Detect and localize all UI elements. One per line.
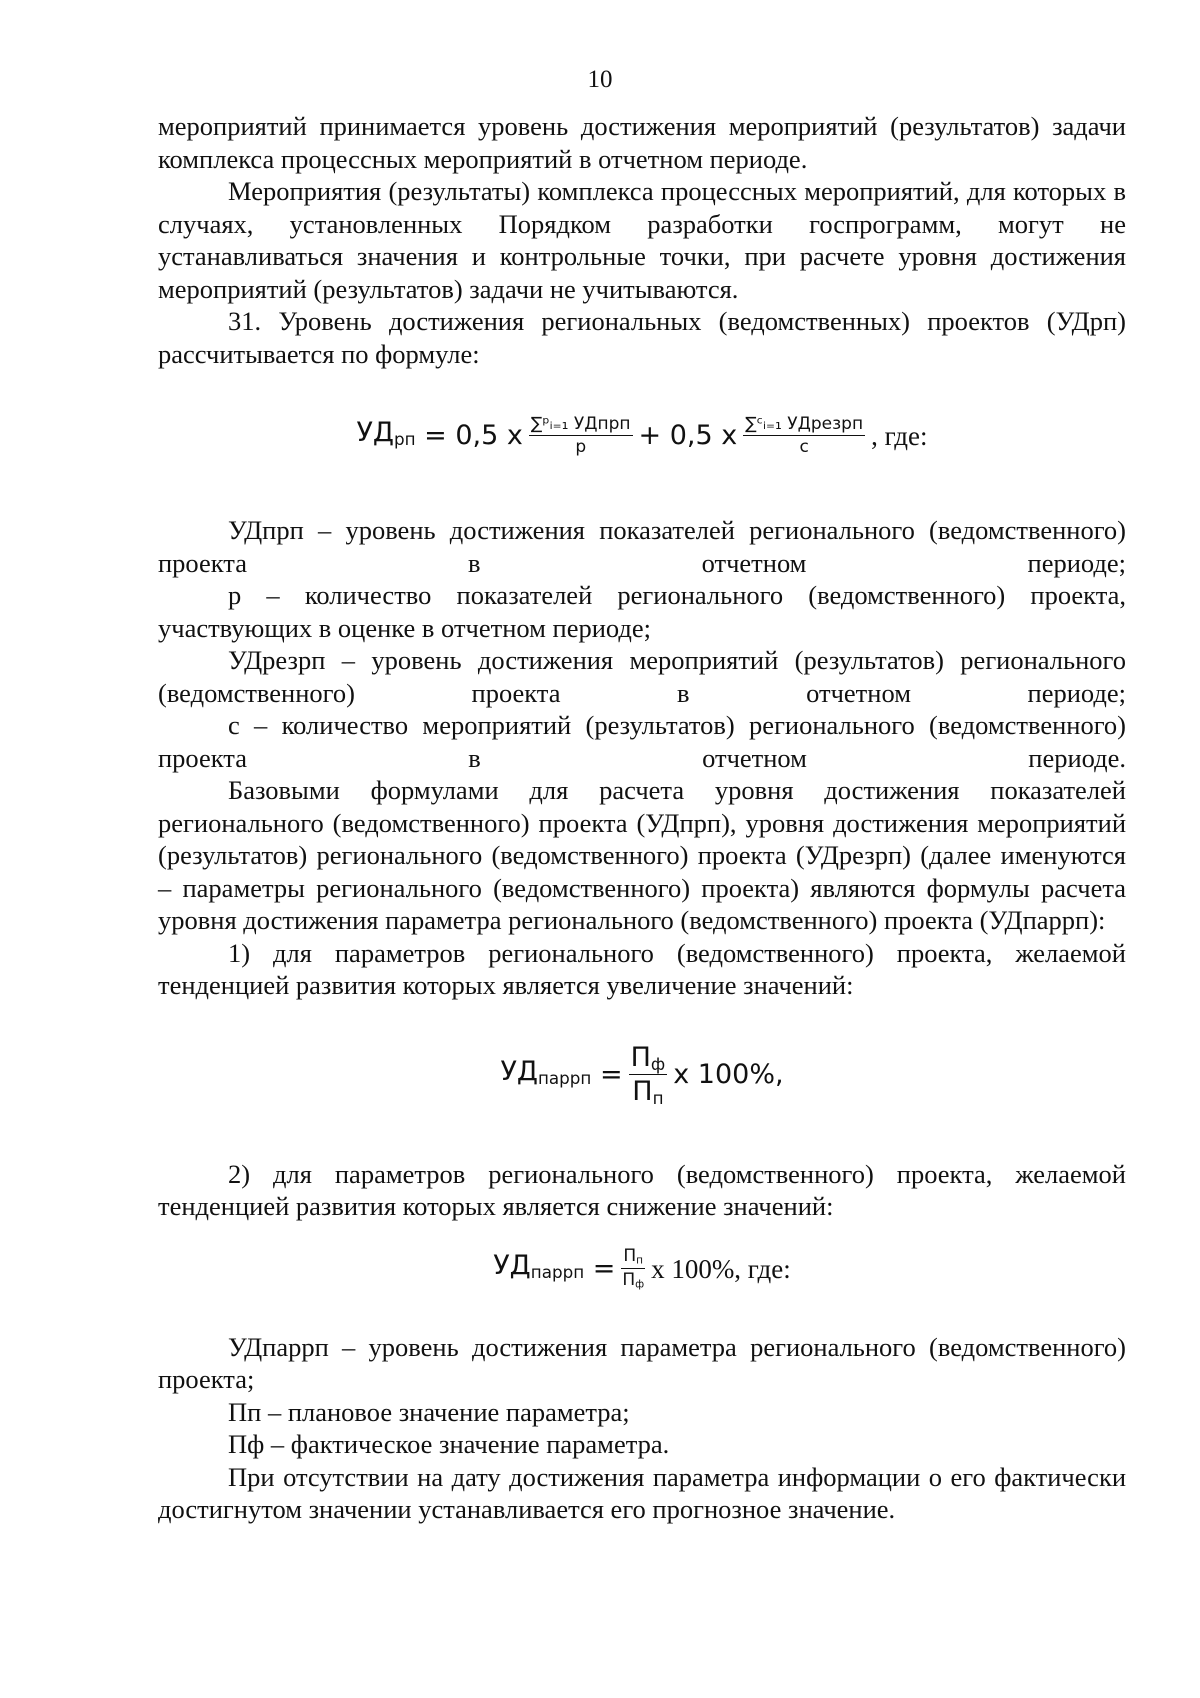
fraction-denominator: c <box>799 436 809 457</box>
document-body <box>158 110 1126 1526</box>
formula-increase <box>158 1028 1126 1124</box>
definition-pf: Пф – фактическое значение параметра. <box>228 1429 670 1459</box>
fraction-fact-over-plan <box>629 1043 668 1109</box>
formula-udrp <box>158 384 1126 488</box>
paragraph-measures: Мероприятия (результаты) комплекса процессных мероприятий, для которых в случаях, установленных Порядком разработки госпрограмм, могут не устанавливаться значения и контрольные точки, при расчете уровня достижения мероприятий (результатов) задачи не учитываются. <box>158 176 1126 304</box>
fraction-denominator: $П_п$ <box>632 1076 664 1109</box>
formula-equals: = <box>599 1059 623 1091</box>
fraction-plan-over-fact <box>621 1247 645 1292</box>
paragraph-continuation: мероприятий принимается уровень достижения мероприятий (результатов) задачи комплекса процессных мероприятий в отчетном периоде. <box>158 111 1126 174</box>
formula-tail: x 100%, <box>673 1059 784 1091</box>
formula-coef-2: + 0,5 x <box>638 419 738 451</box>
fraction-denominator: $П_ф$ <box>622 1270 645 1292</box>
definition-p: p – количество показателей регионального (ведомственного) проекта, участвующих в оценке в отчетном периоде; <box>158 580 1126 643</box>
definition-udparrp: УДпаррп – уровень достижения параметра регионального (ведомственного) проекта; <box>158 1331 1126 1394</box>
fraction-denominator: p <box>575 436 587 457</box>
fraction-results <box>743 415 865 457</box>
paragraph-case-increase: 1) для параметров регионального (ведомственного) проекта, желаемой тенденцией развития которых является увеличение значений: <box>158 937 1126 1000</box>
fraction-numerator: ∑ᶜᵢ₌₁ УДрезрп <box>745 413 864 434</box>
formula-lhs: $УД_{рп}$ <box>356 416 416 449</box>
formula-equals: = <box>592 1253 616 1285</box>
definition-pp: Пп – плановое значение параметра; <box>228 1396 630 1427</box>
formula-tail: x 100%, где: <box>651 1254 791 1285</box>
paragraph-base-formulas: Базовыми формулами для расчета уровня достижения показателей регионального (ведомственного) проекта (УДпрп), уровня достижения мероприятий (результатов) регионального (ведомственного) проекта (УДрезрп) (далее именуются – параметры регионального (ведомственного) проекта) являются формулы расчета уровня достижения параметра регионального (ведомственного) проекта (УДпаррп): <box>158 775 1126 935</box>
paragraph-31: 31. Уровень достижения региональных (ведомственных) проектов (УДрп) рассчитывается по формуле: <box>158 306 1126 369</box>
definition-udrezrp: УДрезрп – уровень достижения мероприятий (результатов) регионального (ведомственного) проекта в отчетном периоде; <box>158 645 1126 708</box>
definition-udprp: УДпрп – уровень достижения показателей регионального (ведомственного) проекта в отчетном периоде; <box>158 515 1126 578</box>
fraction-numerator: $П_п$ <box>621 1247 645 1269</box>
paragraph-forecast: При отсутствии на дату достижения параметра информации о его фактически достигнутом значении устанавливается его прогнозное значение. <box>158 1461 1126 1524</box>
paragraph-case-decrease: 2) для параметров регионального (ведомственного) проекта, желаемой тенденцией развития которых является снижение значений: <box>158 1158 1126 1221</box>
formula-tail: , где: <box>871 420 928 451</box>
formula-lhs: $УД_{паррп}$ <box>500 1056 592 1089</box>
page-number: 10 <box>587 66 613 93</box>
formula-decrease <box>158 1235 1126 1305</box>
formula-lhs: $УД_{паррп}$ <box>493 1250 585 1283</box>
definition-c: c – количество мероприятий (результатов) регионального (ведомственного) проекта в отчетном периоде. <box>158 710 1126 773</box>
fraction-numerator: $П_ф$ <box>630 1041 666 1074</box>
fraction-numerator: ∑ᵖᵢ₌₁ УДпрп <box>530 413 631 434</box>
fraction-indicators <box>529 415 633 457</box>
formula-coef-1: = 0,5 x <box>424 419 523 451</box>
